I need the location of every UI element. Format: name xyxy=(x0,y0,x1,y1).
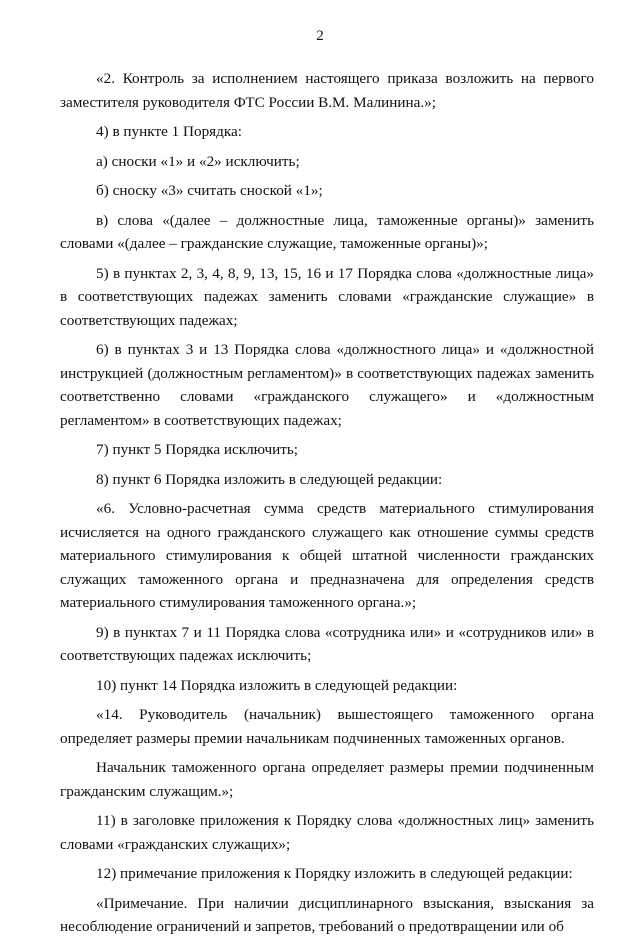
paragraph-item-7: 7) пункт 5 Порядка исключить; xyxy=(96,441,298,458)
paragraph-item-11: 11) в заголовке приложения к Порядку слова «должностных лиц» заменить словами «гражданских служащих»; xyxy=(60,812,594,853)
paragraph-item-8: 8) пункт 6 Порядка изложить в следующей редакции: xyxy=(96,470,443,488)
paragraph-item-10: 10) пункт 14 Порядка изложить в следующей редакции: xyxy=(96,676,458,694)
paragraph-item-4b: б) сноску «3» считать сноской «1»; xyxy=(96,182,323,199)
paragraph-clause-6-text: «6. Условно-расчетная сумма средств материального стимулирования исчисляется на одного гражданского служащего как отношение суммы средств материального стимулирования к общей штатной численности гражданских служащих таможенного органа и предназначена для определения средств материального стимулирования таможенного органа.»; xyxy=(60,500,594,611)
paragraph-item-6: 6) в пунктах 3 и 13 Порядка слова «должностного лица» и «должностной инструкцией (должностным регламентом)» в соответствующих падежах заменить соответственно словами «гражданского служащего» и «должностным регламентом» в соответствующих падежах; xyxy=(60,341,594,429)
paragraph-clause-14-text: «14. Руководитель (начальник) вышестоящего таможенного органа определяет размеры премии начальникам подчиненных таможенных органов. xyxy=(60,706,594,747)
paragraph-item-5: 5) в пунктах 2, 3, 4, 8, 9, 13, 15, 16 и 17 Порядка слова «должностные лица» в соответствующих падежах заменить словами «гражданские служащие» в соответствующих падежах; xyxy=(60,264,594,329)
page-number: 2 xyxy=(316,28,324,44)
paragraph-item-4: 4) в пункте 1 Порядка: xyxy=(96,123,242,140)
paragraph-note-text: «Примечание. При наличии дисциплинарного взыскания, взыскания за несоблюдение ограничений и запретов, требований о предотвращении или об xyxy=(60,894,594,935)
paragraph-item-4a: а) сноски «1» и «2» исключить; xyxy=(96,152,300,170)
paragraph-item-4c: в) слова «(далее – должностные лица, таможенные органы)» заменить словами «(далее – гражданские служащие, таможенные органы)»; xyxy=(60,211,594,252)
paragraph-control-clause: «2. Контроль за исполнением настоящего приказа возложить на первого заместителя руководителя ФТС России В.М. Малинина.»; xyxy=(60,70,594,111)
paragraph-clause-14-second: Начальник таможенного органа определяет размеры премии подчиненным гражданским служащим.»; xyxy=(60,759,594,800)
paragraph-item-12: 12) примечание приложения к Порядку изложить в следующей редакции: xyxy=(96,865,573,882)
document-body xyxy=(60,67,594,939)
paragraph-item-9: 9) в пунктах 7 и 11 Порядка слова «сотрудника или» и «сотрудников или» в соответствующих падежах исключить; xyxy=(60,623,594,664)
